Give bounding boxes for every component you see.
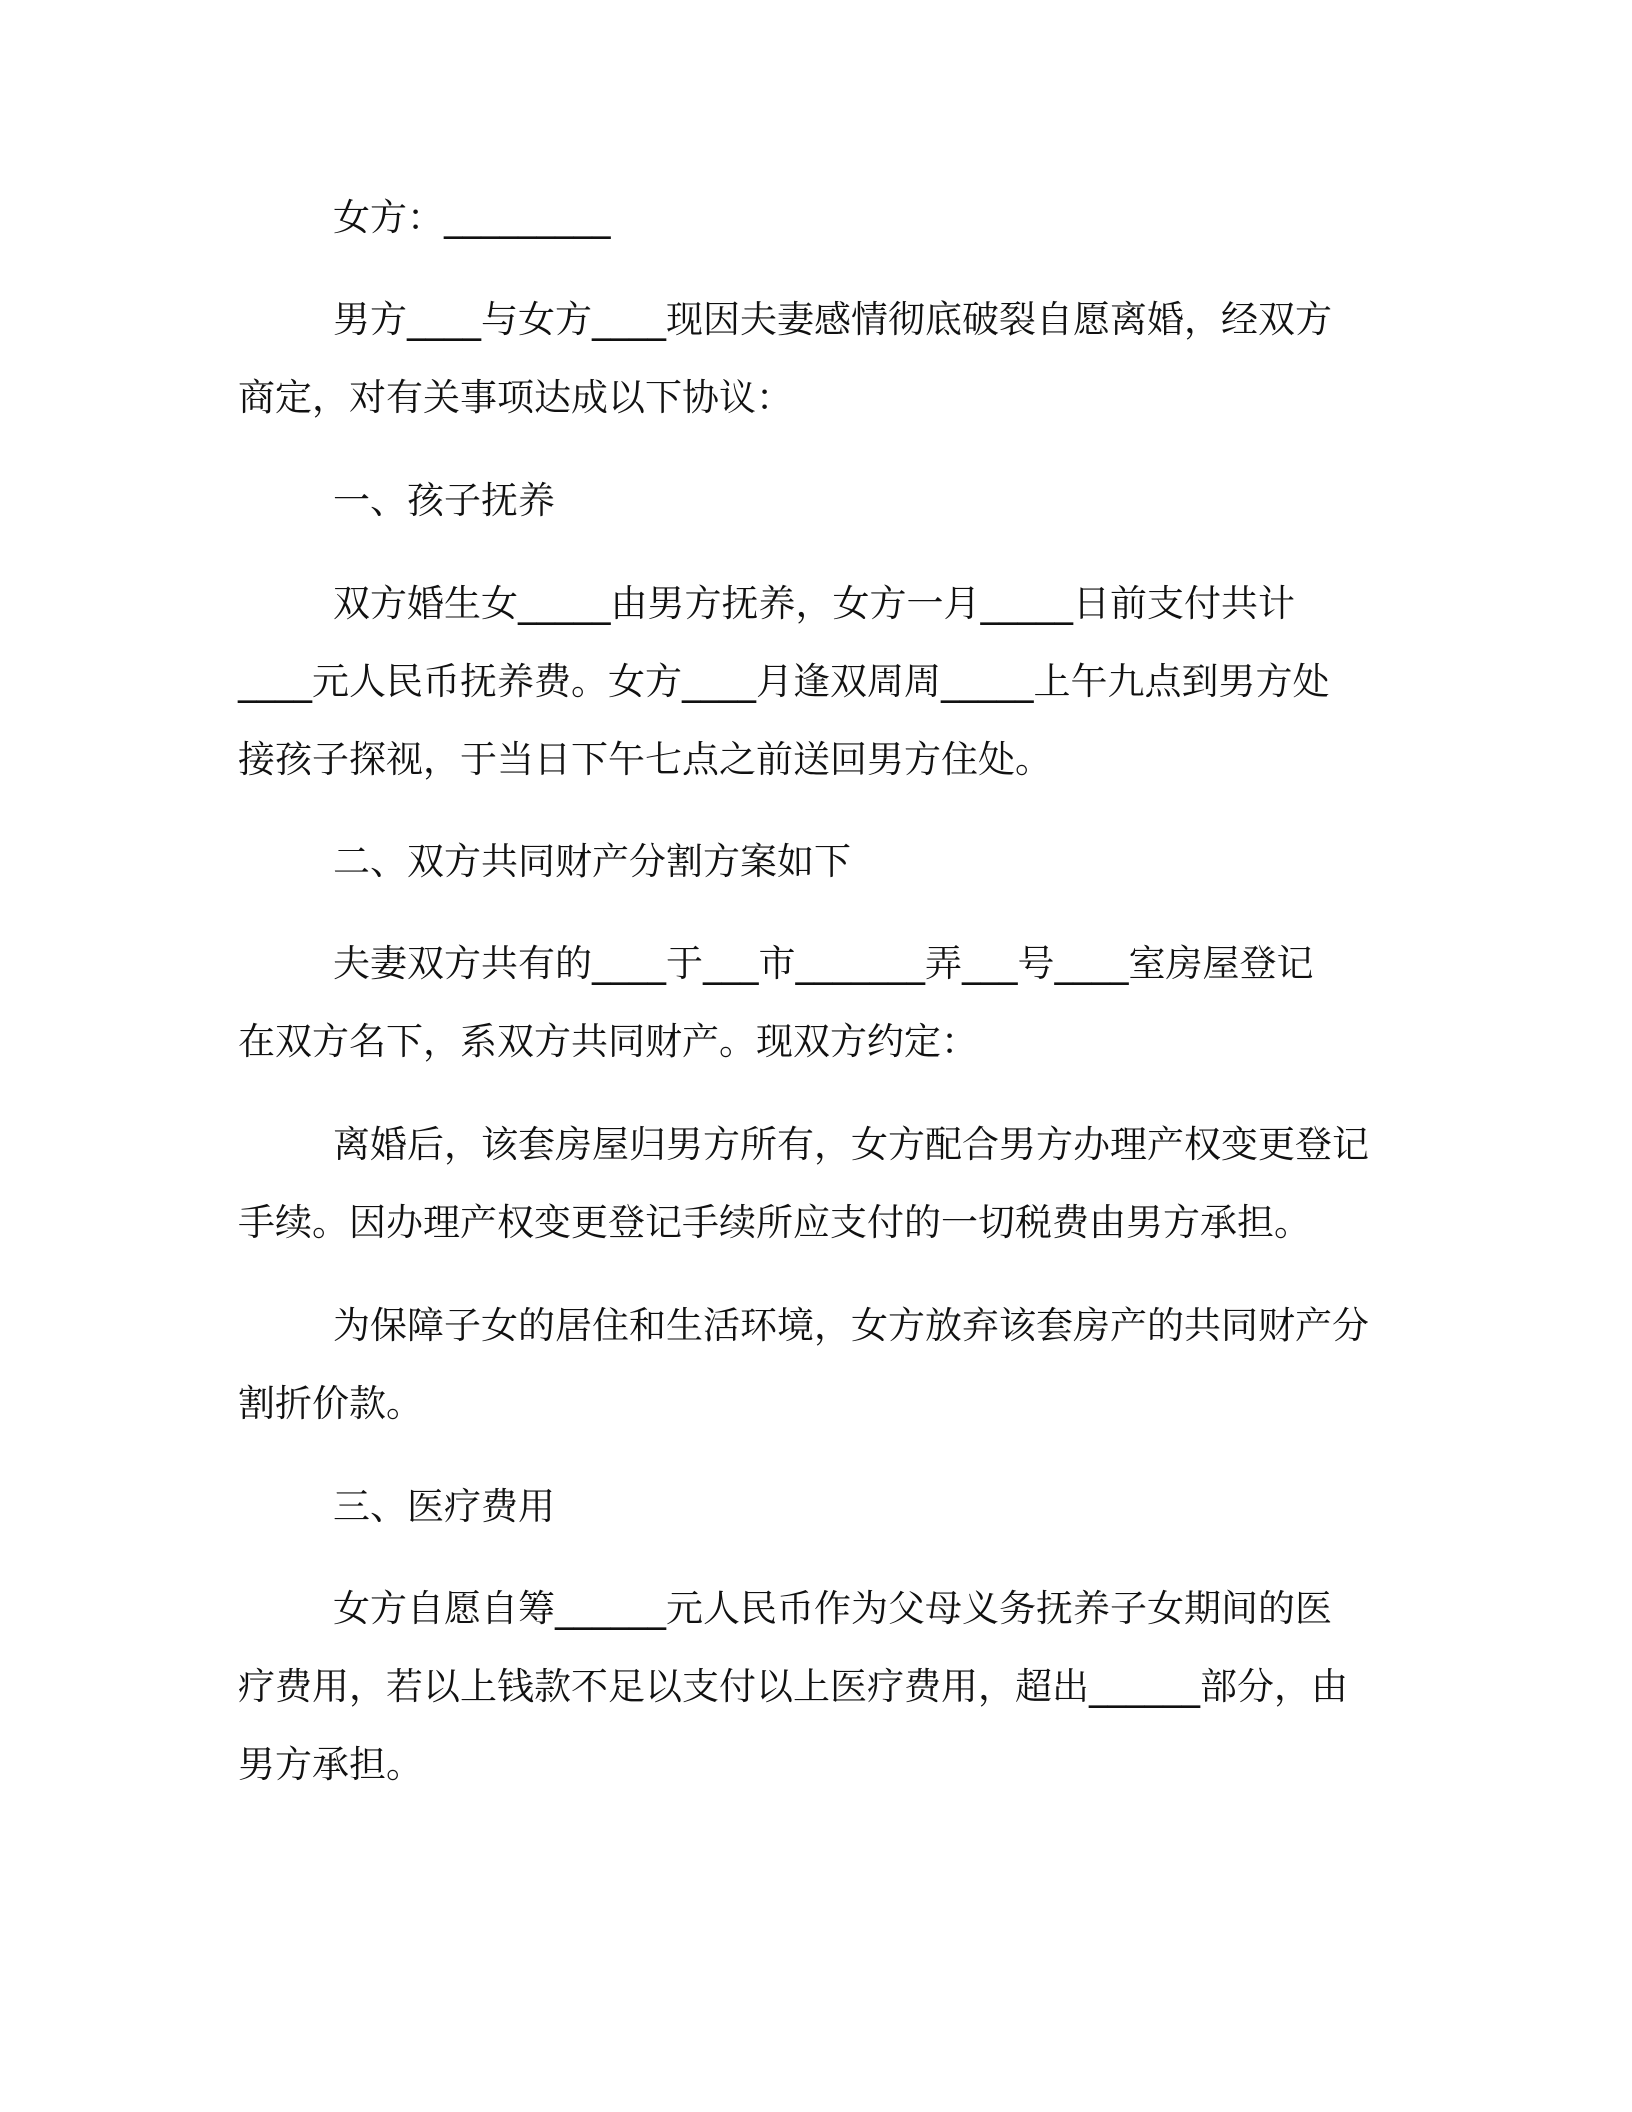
- child-custody-line-3: 接孩子探视，于当日下午七点之前送回男方住处。: [238, 738, 1052, 781]
- section-heading-medical: 三、医疗费用: [333, 1485, 555, 1528]
- medical-line-3: 男方承担。: [238, 1743, 423, 1786]
- property-p3-line-1: 为保障子女的居住和生活环境，女方放弃该套房产的共同财产分: [333, 1304, 1369, 1347]
- party-female-line: 女方：_________: [333, 196, 611, 239]
- property-p2-line-2: 手续。因办理产权变更登记手续所应支付的一切税费由男方承担。: [238, 1201, 1311, 1244]
- intro-line-2: 商定，对有关事项达成以下协议：: [238, 376, 793, 419]
- intro-line-1: 男方____与女方____现因夫妻感情彻底破裂自愿离婚，经双方: [333, 298, 1332, 341]
- child-custody-line-1: 双方婚生女_____由男方抚养，女方一月_____日前支付共计: [333, 582, 1295, 625]
- property-p1-line-2: 在双方名下，系双方共同财产。现双方约定：: [238, 1020, 978, 1063]
- property-p1-line-1: 夫妻双方共有的____于___市_______弄___号____室房屋登记: [333, 942, 1314, 985]
- property-p3-line-2: 割折价款。: [238, 1382, 423, 1425]
- child-custody-line-2: ____元人民币抚养费。女方____月逢双周周_____上午九点到男方处: [238, 660, 1330, 703]
- property-p2-line-1: 离婚后，该套房屋归男方所有，女方配合男方办理产权变更登记: [333, 1123, 1369, 1166]
- section-heading-child-custody: 一、孩子抚养: [333, 479, 555, 522]
- medical-line-2: 疗费用，若以上钱款不足以支付以上医疗费用，超出______部分，由: [238, 1665, 1348, 1708]
- section-heading-property: 二、双方共同财产分割方案如下: [333, 840, 851, 883]
- medical-line-1: 女方自愿自筹______元人民币作为父母义务抚养子女期间的医: [333, 1587, 1332, 1630]
